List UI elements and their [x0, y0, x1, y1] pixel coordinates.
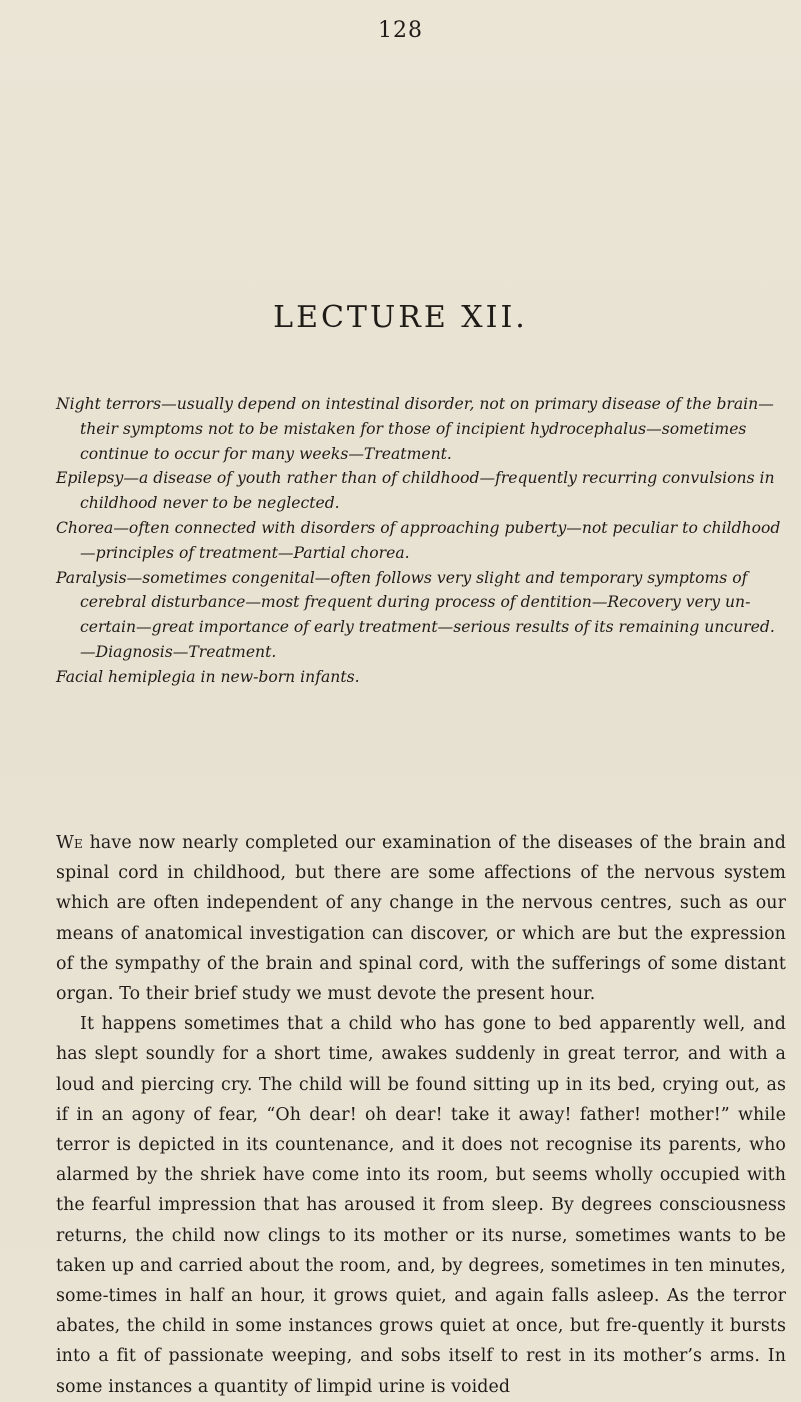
lecture-title: LECTURE XII.: [273, 300, 528, 335]
lecture-body: [56, 828, 786, 1402]
summary-item-chorea: Chorea—often connected with disorders of approaching puberty—not peculiar to childhood—principles of treatment—Partial chorea.: [56, 518, 781, 562]
summary-item-paralysis: Paralysis—sometimes congenital—often follows very slight and temporary symptoms of cerebral disturbance—most frequent during process of dentition—Recovery very un-certain—great importance of early treatment—serious results of its remaining uncured.—Diagnosis—Treatment.: [56, 568, 775, 661]
body-paragraph-1: [56, 828, 786, 1009]
lecture-summary: [56, 392, 782, 690]
paragraph-1-text: have now nearly completed our examination of the diseases of the brain and spinal cord in childhood, but there are some affections of the nervous system which are often independent of any change in the nervous centres, such as our means of anatomical investigation can discover, or which are but the expression of the sympathy of the brain and spinal cord, with the sufferings of some distant organ. To their brief study we must devote the present hour.: [56, 833, 786, 1005]
summary-item-facial-hemiplegia: Facial hemiplegia in new-born infants.: [56, 667, 360, 686]
page-number: 128: [378, 18, 423, 43]
paragraph-initial-word: We: [56, 833, 83, 853]
summary-item-night-terrors: Night terrors—usually depend on intestinal disorder, not on primary disease of the brain—their symptoms not to be mistaken for those of incipient hydrocephalus—sometimes continue to occur for many weeks—Treatment.: [56, 395, 774, 463]
summary-item-epilepsy: Epilepsy—a disease of youth rather than of childhood—frequently recurring convulsions in childhood never to be neglected.: [56, 469, 775, 513]
body-paragraph-2: It happens sometimes that a child who has gone to bed apparently well, and has slept soundly for a short time, awakes suddenly in great terror, and with a loud and piercing cry. The child will be found sitting up in its bed, crying out, as if in an agony of fear, “Oh dear! oh dear! take it away! father! mother!” while terror is depicted in its countenance, and it does not recognise its parents, who alarmed by the shriek have come into its room, but seems wholly occupied with the fearful impression that has aroused it from sleep. By degrees consciousness returns, the child now clings to its mother or its nurse, sometimes wants to be taken up and carried about the room, and, by degrees, sometimes in ten minutes, some-times in half an hour, it grows quiet, and again falls asleep. As the terror abates, the child in some instances grows quiet at once, but fre-quently it bursts into a fit of passionate weeping, and sobs itself to rest in its mother’s arms. In some instances a quantity of limpid urine is voided: [56, 1014, 786, 1397]
